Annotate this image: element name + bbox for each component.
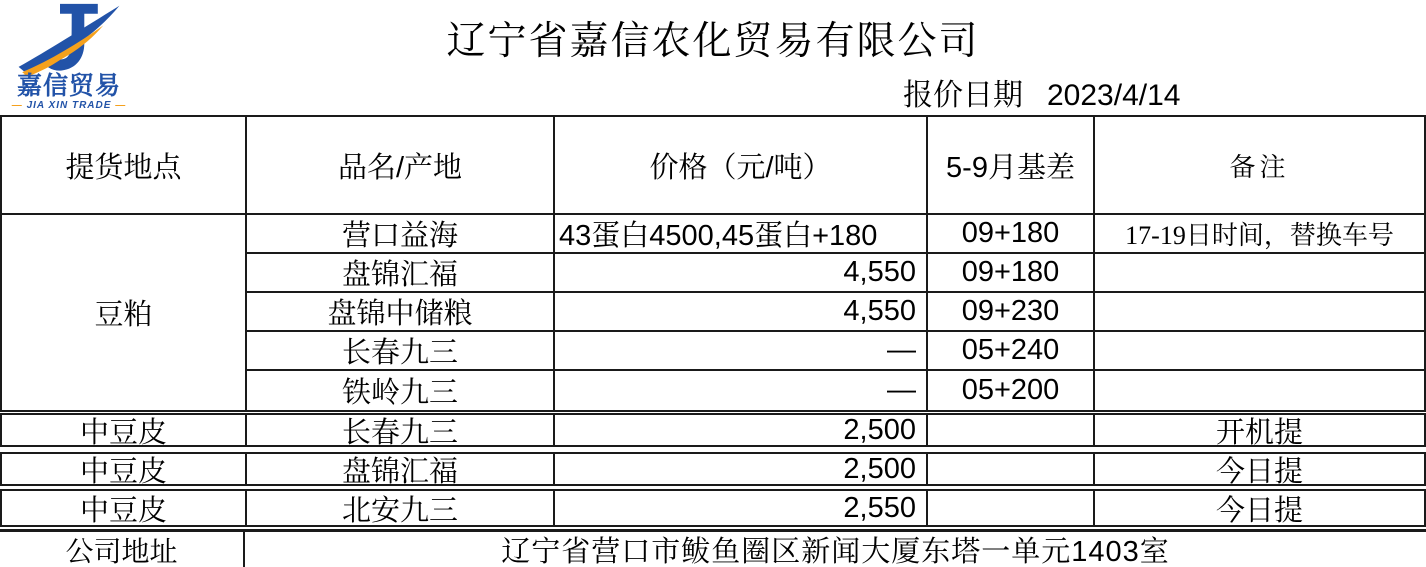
pickup-location-cell: 中豆皮	[2, 415, 247, 445]
table-row	[247, 293, 1424, 332]
logo-name-en	[8, 100, 130, 111]
column-header-pickup-location: 提货地点	[2, 117, 247, 213]
table-row	[247, 332, 1424, 371]
basis-cell: 09+230	[928, 293, 1095, 330]
price-cell: —	[555, 332, 928, 369]
table-header-row	[2, 117, 1424, 215]
price-cell: 2,550	[555, 491, 928, 525]
column-header-price: 价格（元/吨）	[555, 117, 928, 213]
basis-cell	[928, 454, 1095, 484]
column-header-product-origin: 品名/产地	[247, 117, 555, 213]
table-row	[0, 413, 1426, 447]
basis-cell: 05+200	[928, 371, 1095, 410]
product-name-cell: 北安九三	[247, 491, 555, 525]
note-cell: 今日提	[1215, 494, 1303, 525]
note-cell	[1095, 293, 1424, 330]
price-cell: 43蛋白4500,45蛋白+180	[555, 215, 928, 252]
table-row	[0, 452, 1426, 486]
pickup-location-cell: 中豆皮	[2, 454, 247, 484]
address-label: 公司地址	[0, 532, 245, 567]
table-row	[247, 215, 1424, 254]
quote-date-value: 2023/4/14	[1047, 79, 1181, 112]
product-name-cell: 长春九三	[247, 415, 555, 445]
price-cell: 4,550	[555, 293, 928, 330]
company-title: 辽宁省嘉信农化贸易有限公司	[446, 20, 980, 63]
logo-dash-left: —	[11, 100, 23, 111]
table-row	[247, 254, 1424, 293]
soymeal-group	[2, 215, 1424, 410]
basis-cell	[928, 491, 1095, 525]
price-cell: 4,550	[555, 254, 928, 291]
basis-cell: 05+240	[928, 332, 1095, 369]
logo-en-text: JIA XIN TRADE	[26, 100, 112, 111]
price-cell: 2,500	[555, 415, 928, 445]
price-cell: —	[555, 371, 928, 410]
logo-name-cn: 嘉信贸易	[16, 72, 121, 100]
note-cell	[1095, 332, 1424, 369]
product-name-cell: 盘锦汇福	[247, 254, 555, 291]
address-value: 辽宁省营口市鲅鱼圈区新闻大厦东塔一单元1403室	[501, 536, 1170, 567]
group-location-cell: 豆粕	[2, 215, 247, 410]
company-address-row	[0, 529, 1426, 567]
column-header-basis: 5-9月基差	[928, 117, 1095, 213]
price-table	[0, 115, 1426, 412]
product-name-cell: 盘锦汇福	[247, 454, 555, 484]
note-cell: 开机提	[1215, 416, 1303, 445]
basis-cell: 09+180	[928, 215, 1095, 252]
price-cell: 2,500	[555, 454, 928, 484]
note-cell	[1095, 254, 1424, 291]
pickup-location-cell: 中豆皮	[2, 491, 247, 525]
soymeal-rows	[247, 215, 1424, 410]
table-row	[247, 371, 1424, 410]
column-header-note: 备注	[1229, 152, 1290, 182]
product-name-cell: 铁岭九三	[247, 371, 555, 410]
product-name-cell: 盘锦中储粮	[247, 293, 555, 330]
note-cell: 17-19日时间，替换车号	[1125, 221, 1394, 250]
quote-date	[903, 70, 1180, 114]
table-row	[0, 489, 1426, 527]
note-cell: 今日提	[1215, 455, 1303, 484]
note-cell	[1095, 371, 1424, 410]
product-name-cell: 长春九三	[247, 332, 555, 369]
quote-date-label: 报价日期	[903, 79, 1023, 112]
basis-cell: 09+180	[928, 254, 1095, 291]
product-name-cell: 营口益海	[247, 215, 555, 252]
logo-dash-right: —	[115, 100, 127, 111]
basis-cell	[928, 415, 1095, 445]
